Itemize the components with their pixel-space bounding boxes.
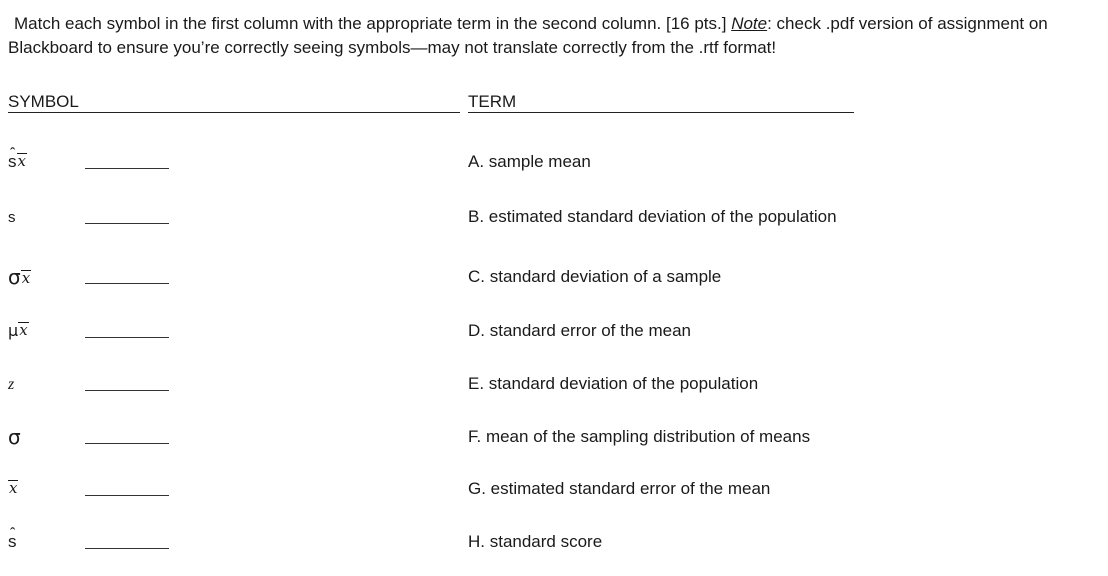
match-row (0, 422, 1108, 452)
symbol-subscript: x (9, 479, 18, 497)
answer-blank[interactable] (85, 443, 169, 444)
match-row (0, 369, 1108, 399)
answer-blank[interactable] (85, 495, 169, 496)
note-label: Note (731, 14, 768, 33)
answer-blank[interactable] (85, 390, 169, 391)
symbol-mu-x-bar (8, 316, 68, 346)
instructions-note-text: : check .pdf version of assignment on Blackboard to ensure you’re correctly seeing symbols—may not translate correctly from the .rtf format! (8, 14, 1048, 57)
symbol-base: σ (8, 425, 21, 449)
match-row (0, 262, 1108, 292)
match-row (0, 474, 1108, 504)
symbol-base: s (8, 209, 16, 226)
instructions-text: Match each symbol in the first column with the appropriate term in the second column. [16 pts.] (14, 14, 732, 33)
answer-blank[interactable] (85, 548, 169, 549)
match-row (0, 527, 1108, 557)
match-row (0, 147, 1108, 177)
symbol-subscript: x (19, 321, 28, 339)
symbol-z (8, 369, 68, 399)
symbol-x-bar (8, 474, 68, 504)
symbol-subscript: x (21, 269, 31, 287)
symbol-subscript: x (17, 152, 26, 170)
instructions-paragraph (8, 12, 1104, 60)
symbol-sigma-x-bar (8, 262, 68, 292)
symbol-base: σ (8, 265, 21, 289)
term-item: B. estimated standard deviation of the population (468, 207, 837, 226)
term-item: E. standard deviation of the population (468, 374, 759, 393)
term-item: H. standard score (468, 532, 603, 551)
term-item: C. standard deviation of a sample (468, 267, 722, 286)
answer-blank[interactable] (85, 337, 169, 338)
answer-blank[interactable] (85, 223, 169, 224)
answer-blank[interactable] (85, 283, 169, 284)
answer-blank[interactable] (85, 168, 169, 169)
symbol-base: z (8, 376, 15, 393)
term-item: D. standard error of the mean (468, 321, 692, 340)
symbol-base: μ (8, 321, 19, 340)
match-row (0, 316, 1108, 346)
symbol-column-header: SYMBOL (8, 92, 460, 113)
symbol-s (8, 202, 68, 232)
symbol-base: ˆ s (8, 527, 17, 557)
symbol-base: ˆ s (8, 147, 17, 177)
symbol-sigma (8, 422, 68, 452)
match-row (0, 202, 1108, 232)
term-item: F. mean of the sampling distribution of means (468, 427, 811, 446)
symbol-s-hat (8, 527, 68, 557)
term-item: G. estimated standard error of the mean (468, 479, 771, 498)
term-column-header: TERM (468, 92, 854, 113)
term-item: A. sample mean (468, 152, 591, 171)
symbol-s-hat-x-bar (8, 147, 68, 177)
